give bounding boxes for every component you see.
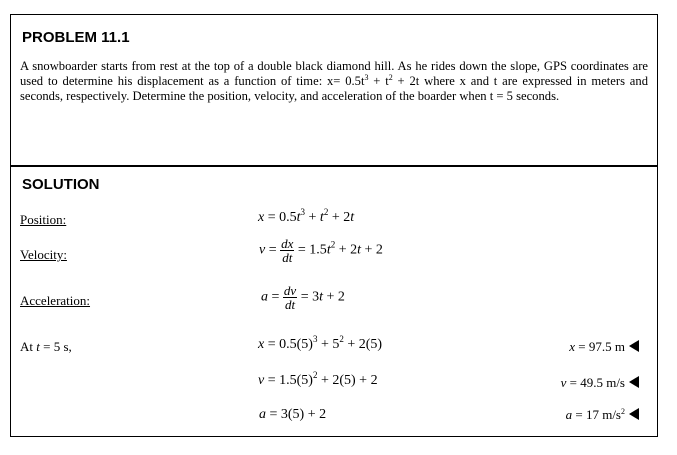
problem-statement: A snowboarder starts from rest at the top of a double black diamond hill. As he rides down the slope, GPS coordinates are used to determine his displacement as a function of time: $x= 0.5t^3 + t^2 + 2t$ where x and t are expressed in meters and seconds, respectively. Determine the position, velocity, and acceleration of the boarder when t = 5 seconds. <box>20 59 648 103</box>
position-label: Position: <box>20 212 67 227</box>
acceleration-result: a = 17 $m/s^2$ <box>566 407 639 423</box>
velocity-equation: v = $\frac{dx}{dt}$ = $1.5t^2 + 2t + 2$ <box>259 236 383 265</box>
acceleration-label: Acceleration: <box>20 293 91 308</box>
result-pointer-icon <box>629 340 639 352</box>
result-pointer-icon <box>629 408 639 420</box>
acceleration-equation: a = $\frac{dv}{dt}$ = 3t + 2 <box>261 283 345 312</box>
velocity-label: Velocity: <box>20 247 67 262</box>
velocity-result: v = 49.5 m/s <box>561 375 639 391</box>
problem-heading: PROBLEM 11.1 <box>22 29 130 46</box>
velocity-substitution: $v = 1.5(5)^2 + 2(5) + 2$ <box>258 370 378 388</box>
solution-heading: SOLUTION <box>22 176 100 193</box>
acceleration-substitution: a = 3(5) + 2 <box>259 407 327 422</box>
result-pointer-icon <box>629 376 639 388</box>
position-result: x = 97.5 m <box>569 339 639 355</box>
problem-box <box>10 14 658 166</box>
at-time-label: At t = 5 s, <box>20 339 72 354</box>
position-substitution: $x = 0.5(5)^3 + 5^2 + 2(5)$ <box>258 334 383 352</box>
position-equation: $x = 0.5t^3 + t^2 + 2t$ <box>258 207 355 225</box>
solution-box <box>10 165 658 437</box>
